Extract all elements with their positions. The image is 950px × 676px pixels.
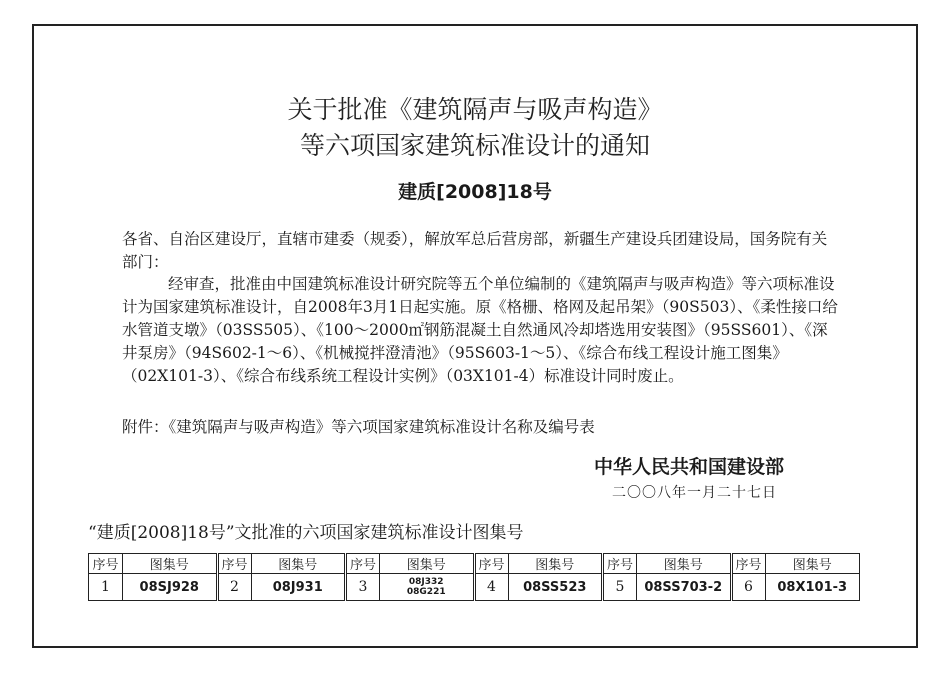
entry-no: 6: [731, 574, 765, 601]
notice-title-line-1: 关于批准《建筑隔声与吸声构造》: [287, 95, 663, 124]
header-no: 序号: [603, 554, 637, 574]
entry-no: 4: [474, 574, 508, 601]
entry-code: 08J332: [408, 577, 444, 587]
entry-code: 08SJ928: [123, 574, 218, 601]
addressee-paragraph: 各省、自治区建设厅，直辖市建委（规委），解放军总后营房部，新疆生产建设兵团建设局，国务院有关部门：: [122, 230, 828, 271]
header-code: 图集号: [123, 554, 218, 574]
header-no: 序号: [474, 554, 508, 574]
entry-code: 08SS523: [508, 574, 603, 601]
header-code: 图集号: [251, 554, 346, 574]
header-no: 序号: [89, 554, 123, 574]
atlas-table-caption: “建质[2008]18号”文批准的六项国家建筑标准设计图集号: [88, 523, 524, 543]
header-code: 图集号: [637, 554, 732, 574]
attachment-line: 附件：《建筑隔声与吸声构造》等六项国家建筑标准设计名称及编号表: [122, 418, 595, 436]
main-paragraph: [122, 273, 840, 388]
entry-code: 08X101-3: [765, 574, 860, 601]
entry-no: 3: [346, 574, 380, 601]
notice-title-line-2: 等六项国家建筑标准设计的通知: [299, 131, 650, 160]
main-paragraph-text: 经审查，批准由中国建筑标准设计研究院等五个单位编制的《建筑隔声与吸声构造》等六项标准设计为国家建筑标准设计，自2008年3月1日起实施。原《格栅、格网及起吊架》（90S503）、《柔性接口给水管道支墩》（03SS505）、《100～2000㎡钢筋混凝土自然通风冷却塔选用安装图》（95SS601）、《深井泵房》（94S602-1～6）、《机械搅拌澄清池》（95S603-1～5）、《综合布线工程设计施工图集》（02X101-3）、《综合布线系统工程设计实例》（03X101-4）标准设计同时废止。: [122, 275, 838, 385]
header-code: 图集号: [380, 554, 475, 574]
header-no: 序号: [346, 554, 380, 574]
header-no: 序号: [731, 554, 765, 574]
table-header-row: [89, 554, 860, 574]
issue-date: 二〇〇八年一月二十七日: [612, 485, 777, 501]
issuer-name: 中华人民共和国建设部: [594, 456, 785, 478]
document-number: 建质[2008]18号: [398, 181, 552, 203]
table-row: [89, 574, 860, 601]
entry-no: 1: [89, 574, 123, 601]
header-no: 序号: [217, 554, 251, 574]
entry-code-pair: [380, 574, 475, 601]
entry-code: 08SS703-2: [637, 574, 732, 601]
entry-no: 5: [603, 574, 637, 601]
entry-code-secondary: 08G221: [406, 587, 446, 597]
entry-no: 2: [217, 574, 251, 601]
entry-code: 08J931: [251, 574, 346, 601]
atlas-number-table: [88, 553, 860, 601]
header-code: 图集号: [508, 554, 603, 574]
header-code: 图集号: [765, 554, 860, 574]
